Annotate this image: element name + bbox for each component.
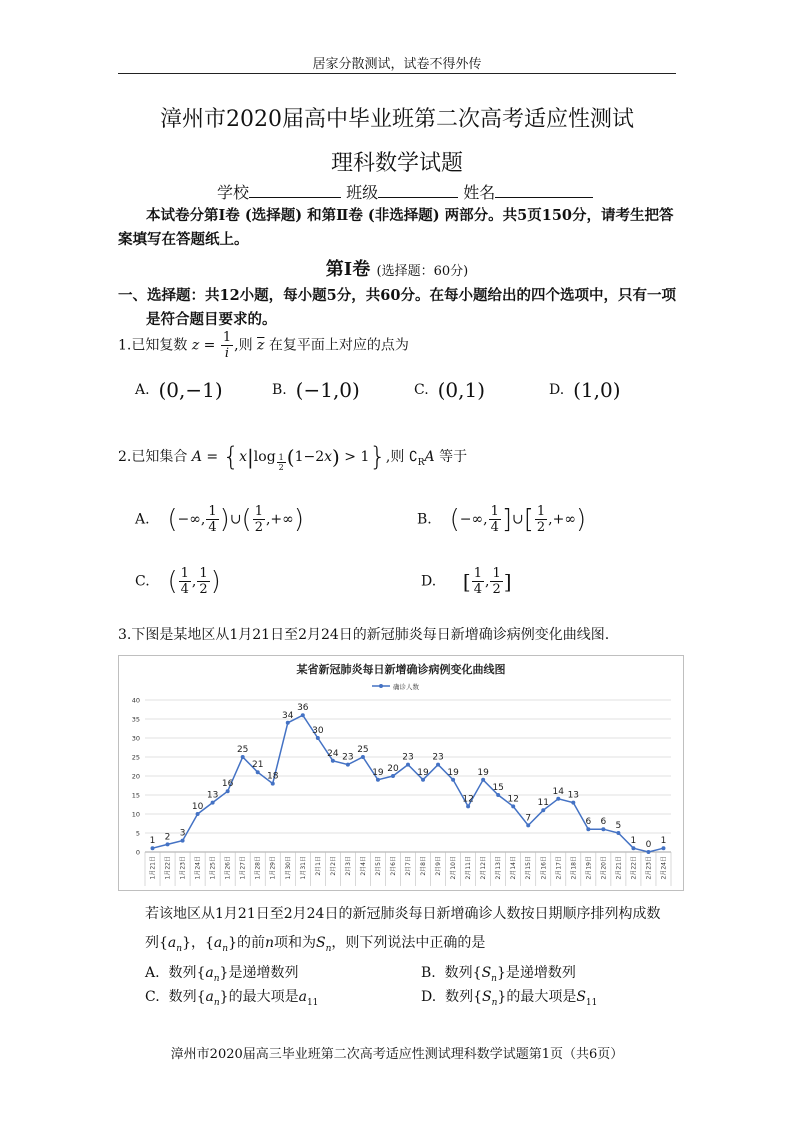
data-label: 13 <box>206 790 219 801</box>
page-footer: 漳州市2020届高三毕业班第二次高考适应性测试理科数学试题第1页（共6页） <box>170 1047 624 1062</box>
q2-option-d[interactable]: D. [ $\frac{1}{4}$ , $\frac{1}{2}$ ] <box>421 566 512 597</box>
x-tick-label: 2月9日 <box>435 856 443 876</box>
data-label: 11 <box>537 798 549 809</box>
x-tick-label: 2月13日 <box>495 856 503 880</box>
data-point <box>286 721 290 725</box>
x-tick-label: 1月30日 <box>284 856 292 880</box>
x-tick-label: 2月10日 <box>450 856 458 880</box>
q3-option-c[interactable]: C. 数列$\{a_n\}$的最大项是$a_{11}$ <box>145 989 319 1008</box>
data-point <box>196 812 200 816</box>
data-point <box>571 801 575 805</box>
q1-option-c[interactable]: C. (0,1) <box>414 378 485 402</box>
data-label: 12 <box>507 794 519 805</box>
data-label: 1 <box>660 836 667 847</box>
q2-prefix: 2.已知集合 <box>118 449 188 465</box>
data-label: 34 <box>282 710 294 721</box>
q2-option-a[interactable]: A. (−∞, $\frac{1}{4}$ )∪( $\frac{1}{2}$ ,+∞) <box>135 504 304 535</box>
data-label: 23 <box>342 752 354 763</box>
x-tick-label: 2月12日 <box>480 856 488 880</box>
data-point <box>436 763 440 767</box>
section-line-2: 是符合题目要求的。 <box>146 311 277 328</box>
data-label: 25 <box>357 745 369 755</box>
x-tick-label: 2月5日 <box>374 856 382 876</box>
data-label: 21 <box>251 760 264 771</box>
y-tick-label: 30 <box>131 734 140 743</box>
x-tick-label: 1月31日 <box>299 856 307 880</box>
question-3-stem: 3.下图是某地区从1月21日至2月24日的新冠肺炎每日新增确诊病例变化曲线图. <box>118 627 610 643</box>
q3-option-b[interactable]: B. 数列$\{S_n\}$是递增数列 <box>421 965 576 984</box>
class-blank <box>378 183 458 198</box>
y-tick-label: 40 <box>131 696 140 705</box>
data-point <box>466 804 470 808</box>
student-info-fields <box>217 180 593 203</box>
data-point <box>661 846 665 850</box>
data-label: 5 <box>615 821 622 831</box>
school-label: 学校 <box>217 183 250 202</box>
question-1: 1.已知复数 z = $\frac{1}{i}$ ,则 $\overline{z}$ 在复平面上对应的点为 <box>118 330 409 361</box>
y-tick-label: 0 <box>135 848 140 857</box>
data-point <box>316 736 320 740</box>
data-label: 23 <box>402 752 414 763</box>
q2-suffix: ,则 <box>385 449 405 465</box>
data-label: 25 <box>236 745 249 755</box>
data-label: 19 <box>372 767 384 778</box>
chart-series <box>150 703 667 854</box>
data-point <box>391 774 395 778</box>
chart-title: 某省新冠肺炎每日新增确诊病例变化曲线图 <box>296 663 506 676</box>
q1-option-d[interactable]: D. (1,0) <box>549 378 621 402</box>
data-point <box>271 782 275 786</box>
q2-option-b[interactable]: B. (−∞, $\frac{1}{4}$ ]∪[ $\frac{1}{2}$ ,+∞) <box>417 504 587 535</box>
instructions: 本试卷分第Ⅰ卷 (选择题) 和第Ⅱ卷 (非选择题) 两部分。共5页150分，请考生把答案填写在答题纸上。 <box>118 207 674 248</box>
x-tick-label: 2月22日 <box>630 856 638 880</box>
data-point <box>646 850 650 854</box>
x-tick-label: 1月26日 <box>224 856 232 880</box>
data-label: 36 <box>297 703 309 714</box>
data-point <box>256 770 260 774</box>
q1-prefix: 1.已知复数 <box>118 337 188 354</box>
q1-fraction: $\frac{1}{i}$ <box>222 330 232 361</box>
data-point <box>631 846 635 850</box>
volume-note: (选择题：60分) <box>376 264 469 279</box>
page-header: 居家分散测试，试卷不得外传 <box>312 57 482 72</box>
data-label: 0 <box>645 840 652 850</box>
data-label: 7 <box>525 813 532 824</box>
x-tick-label: 1月24日 <box>194 856 202 880</box>
x-tick-label: 2月16日 <box>540 856 548 880</box>
x-tick-label: 2月24日 <box>660 856 668 880</box>
data-point <box>151 846 155 850</box>
data-label: 23 <box>432 752 444 763</box>
data-point <box>421 778 425 782</box>
data-point <box>376 778 380 782</box>
x-tick-label: 1月23日 <box>179 856 187 880</box>
data-point <box>241 755 245 759</box>
q2-tail: 等于 <box>439 449 468 465</box>
data-label: 13 <box>567 790 580 801</box>
question-2: 2.已知集合 A = {x|log $_{\frac{1}{2}}$ (1−2x) > 1},则 $∁_RA$ 等于 <box>118 442 468 472</box>
class-label: 班级 <box>346 183 379 202</box>
data-point <box>181 839 185 843</box>
x-tick-label: 2月21日 <box>615 856 623 880</box>
data-label: 6 <box>585 817 592 828</box>
data-point <box>541 808 545 812</box>
x-tick-label: 2月14日 <box>510 856 518 880</box>
line-chart <box>118 655 684 891</box>
q1-option-a[interactable]: A. (0,−1) <box>135 378 223 402</box>
data-label: 19 <box>447 767 459 778</box>
x-tick-label: 2月8日 <box>420 856 428 876</box>
data-label: 18 <box>267 771 279 782</box>
data-point <box>586 827 590 831</box>
data-point <box>226 789 230 793</box>
question-3-text-1: 若该地区从1月21日至2月24日的新冠肺炎每日新增确诊人数按日期顺序排列构成数 <box>145 906 661 922</box>
y-tick-label: 20 <box>131 772 140 781</box>
name-blank <box>495 183 593 198</box>
data-point <box>301 713 305 717</box>
q1-suffix: ,则 <box>234 337 253 354</box>
x-tick-label: 2月2日 <box>329 856 337 876</box>
data-label: 14 <box>552 786 565 797</box>
data-point <box>346 763 350 767</box>
data-label: 2 <box>164 832 171 843</box>
y-tick-label: 10 <box>131 810 140 819</box>
data-label: 12 <box>462 794 474 805</box>
header-rule <box>118 73 676 74</box>
data-label: 20 <box>387 764 399 774</box>
data-point <box>526 823 530 827</box>
data-label: 6 <box>600 817 607 828</box>
data-point <box>211 801 215 805</box>
data-point <box>616 831 620 835</box>
data-label: 19 <box>477 767 489 778</box>
volume-title: 第Ⅰ卷 <box>325 259 371 280</box>
data-point <box>451 778 455 782</box>
exam-subtitle: 理科数学试题 <box>330 151 463 176</box>
section-heading <box>118 284 688 332</box>
x-tick-label: 2月20日 <box>600 856 608 880</box>
y-tick-label: 25 <box>131 753 140 762</box>
data-point <box>166 842 170 846</box>
y-tick-label: 5 <box>135 829 140 838</box>
data-label: 30 <box>312 726 324 736</box>
x-tick-label: 1月29日 <box>269 856 277 880</box>
data-label: 3 <box>179 828 186 839</box>
data-label: 19 <box>417 767 429 778</box>
data-point <box>481 778 485 782</box>
data-point <box>331 759 335 763</box>
x-tick-label: 1月25日 <box>209 856 217 880</box>
x-tick-label: 1月22日 <box>164 856 172 880</box>
data-label: 10 <box>191 802 204 812</box>
x-tick-label: 1月28日 <box>254 856 262 880</box>
data-label: 15 <box>492 783 504 793</box>
y-tick-label: 35 <box>131 715 140 724</box>
x-tick-label: 1月27日 <box>239 856 247 880</box>
x-tick-label: 1月21日 <box>149 856 157 880</box>
x-tick-label: 2月15日 <box>525 856 533 880</box>
data-label: 1 <box>630 836 637 847</box>
volume-heading <box>0 255 794 281</box>
q2-option-c[interactable]: C. ( $\frac{1}{4}$ , $\frac{1}{2}$ ) <box>135 566 221 597</box>
q1-tail: 在复平面上对应的点为 <box>268 337 409 354</box>
x-tick-label: 2月6日 <box>389 856 397 876</box>
x-tick-label: 2月17日 <box>555 856 563 880</box>
x-tick-label: 2月19日 <box>585 856 593 880</box>
x-tick-label: 2月23日 <box>645 856 653 880</box>
data-point <box>511 804 515 808</box>
data-point <box>601 827 605 831</box>
data-point <box>496 793 500 797</box>
question-3-text-2: 列$\{a_n\}$，$\{a_n\}$的前n项和为$S_n$，则下列说法中正确的是 <box>145 935 486 954</box>
x-tick-label: 2月18日 <box>570 856 578 880</box>
x-tick-label: 2月4日 <box>359 856 367 876</box>
chart-legend <box>372 682 420 691</box>
x-tick-label: 2月1日 <box>314 856 322 876</box>
legend-label: 确诊人数 <box>393 683 419 691</box>
chart-svg <box>119 656 683 890</box>
exam-title: 漳州市2020届高中毕业班第二次高考适应性测试 <box>160 107 634 132</box>
q1-option-b[interactable]: B. (−1,0) <box>272 378 360 402</box>
x-tick-label: 2月11日 <box>465 856 473 880</box>
data-label: 24 <box>327 748 339 759</box>
data-point <box>361 755 365 759</box>
data-label: 16 <box>221 779 234 790</box>
y-tick-label: 15 <box>131 791 140 800</box>
data-label: 1 <box>149 836 156 847</box>
data-point <box>556 797 560 801</box>
x-tick-label: 2月3日 <box>344 856 352 876</box>
q3-option-a[interactable]: A. 数列$\{a_n\}$是递增数列 <box>145 965 299 984</box>
name-label: 姓名 <box>463 183 496 202</box>
school-blank <box>249 183 341 198</box>
data-point <box>406 763 410 767</box>
section-line-1: 一、选择题：共12小题，每小题5分，共60分。在每小题给出的四个选项中，只有一项 <box>118 287 676 304</box>
x-tick-label: 2月7日 <box>405 856 412 876</box>
q3-option-d[interactable]: D. 数列$\{S_n\}$的最大项是$S_{11}$ <box>421 989 598 1008</box>
